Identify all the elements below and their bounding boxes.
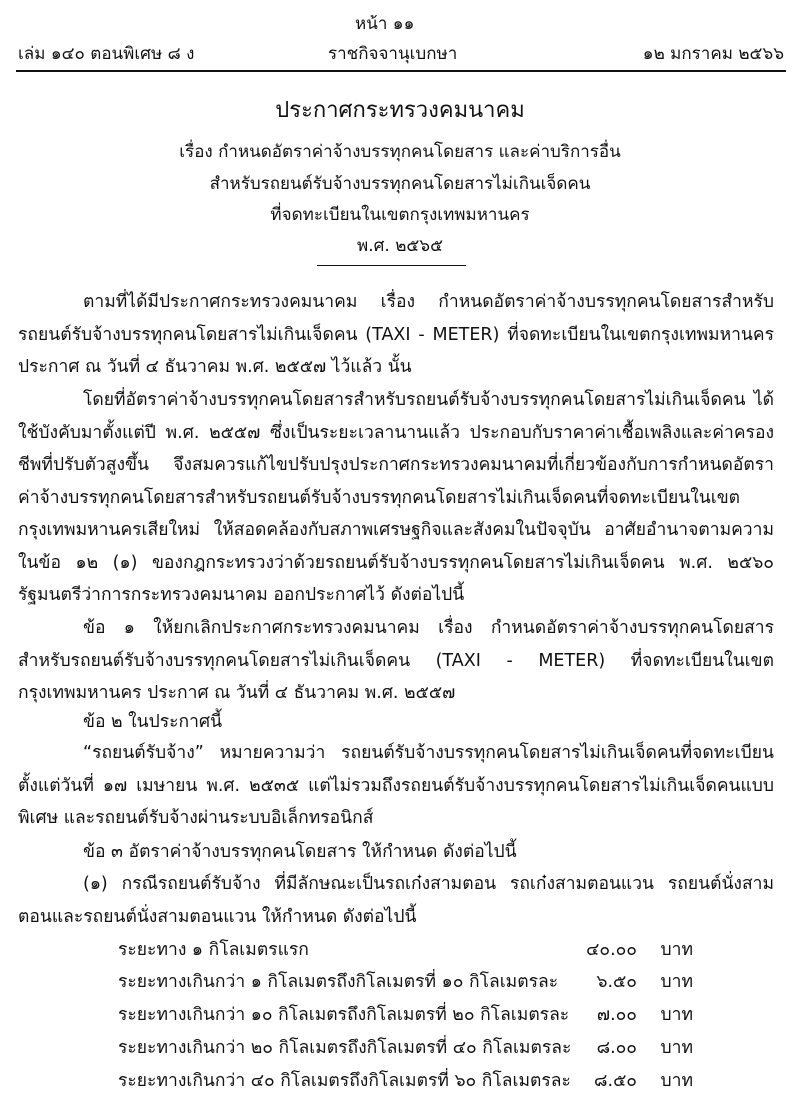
page-number: หน้า ๑๑ xyxy=(355,14,415,34)
header-divider xyxy=(16,70,786,72)
rate-row xyxy=(118,967,693,997)
clause-2: ข้อ ๒ ในประกาศนี้ xyxy=(83,712,223,732)
rationale-paragraph: โดยที่อัตราค่าจ้างบรรทุกคนโดยสารสำหรับรถยนต์รับจ้างบรรทุกคนโดยสารไม่เกินเจ็ดคน ได้ใช้บังคับมาตั้งแต่ปี พ.ศ. ๒๕๕๗ ซึ่งเป็นระยะเวลานานแล้ว ประกอบกับราคาค่าเชื้อเพลิงและค่าครองชีพที่ปรับตัวสูงขึ้น จึงสมควรแก้ไขปรับปรุงประกาศกระทรวงคมนาคมที่เกี่ยวข้องกับการกำหนดอัตราค่าจ้างบรรทุกคนโดยสารสำหรับรถยนต์รับจ้างบรรทุกคนโดยสารไม่เกินเจ็ดคนที่จดทะเบียนในเขตกรุงเทพมหานครเสียใหม่ ให้สอดคล้องกับสภาพเศรษฐกิจและสังคมในปัจจุบัน อาศัยอำนาจตามความในข้อ ๑๒ (๑) ของกฎกระทรวงว่าด้วยรถยนต์รับจ้างบรรทุกคนโดยสารไม่เกินเจ็ดคน พ.ศ. ๒๕๖๐ รัฐมนตรีว่าการกระทรวงคมนาคม ออกประกาศไว้ ดังต่อไปนี้ xyxy=(18,390,774,605)
gazette-date: ๑๒ มกราคม ๒๕๖๖ xyxy=(642,44,784,64)
rate-unit: บาท xyxy=(660,972,693,992)
rate-row xyxy=(118,935,693,965)
rate-amount: ๔๐.๐๐ xyxy=(586,940,637,960)
rate-description: ระยะทางเกินกว่า ๑๐ กิโลเมตรถึงกิโลเมตรที่ ๒๐ กิโลเมตรละ xyxy=(118,1005,570,1025)
subject-line: ที่จดทะเบียนในเขตกรุงเทพมหานคร xyxy=(270,205,530,225)
rate-unit: บาท xyxy=(660,1071,693,1091)
subject-year: พ.ศ. ๒๕๖๕ xyxy=(357,236,443,256)
rate-row xyxy=(118,1000,693,1030)
clause-3: ข้อ ๓ อัตราค่าจ้างบรรทุกคนโดยสาร ให้กำหนด ดังต่อไปนี้ xyxy=(83,842,517,862)
rate-row xyxy=(118,1066,693,1096)
rate-description: ระยะทาง ๑ กิโลเมตรแรก xyxy=(118,940,309,960)
subject-line: สำหรับรถยนต์รับจ้างบรรทุกคนโดยสารไม่เกินเจ็ดคน xyxy=(209,174,591,194)
clause-1: ข้อ ๑ ให้ยกเลิกประกาศกระทรวงคมนาคม เรื่อง กำหนดอัตราค่าจ้างบรรทุกคนโดยสารสำหรับรถยนต์รับจ้างบรรทุกคนโดยสารไม่เกินเจ็ดคน (TAXI - METER) ที่จดทะเบียนในเขตกรุงเทพมหานคร ประกาศ ณ วันที่ ๔ ธันวาคม พ.ศ. ๒๕๕๗ xyxy=(18,618,774,703)
announcement-title: ประกาศกระทรวงคมนาคม xyxy=(275,98,525,123)
rate-amount: ๖.๕๐ xyxy=(596,972,637,992)
rate-description: ระยะทางเกินกว่า ๑ กิโลเมตรถึงกิโลเมตรที่ ๑๐ กิโลเมตรละ xyxy=(118,972,559,992)
definition-paragraph: “รถยนต์รับจ้าง” หมายความว่า รถยนต์รับจ้างบรรทุกคนโดยสารไม่เกินเจ็ดคนที่จดทะเบียนตั้งแต่วันที่ ๑๗ เมษายน พ.ศ. ๒๕๓๕ แต่ไม่รวมถึงรถยนต์รับจ้างบรรทุกคนโดยสารไม่เกินเจ็ดคนแบบพิเศษ และรถยนต์รับจ้างผ่านระบบอิเล็กทรอนิกส์ xyxy=(18,743,774,828)
rate-amount: ๘.๕๐ xyxy=(594,1071,637,1091)
subject-line: เรื่อง กำหนดอัตราค่าจ้างบรรทุกคนโดยสาร และค่าบริการอื่น xyxy=(179,142,621,162)
rate-row xyxy=(118,1033,693,1063)
rate-unit: บาท xyxy=(660,940,693,960)
preamble-paragraph: ตามที่ได้มีประกาศกระทรวงคมนาคม เรื่อง กำหนดอัตราค่าจ้างบรรทุกคนโดยสารสำหรับรถยนต์รับจ้างบรรทุกคนโดยสารไม่เกินเจ็ดคน (TAXI - METER) ที่จดทะเบียนในเขตกรุงเทพมหานคร ประกาศ ณ วันที่ ๔ ธันวาคม พ.ศ. ๒๕๕๗ ไว้แล้ว นั้น xyxy=(18,292,774,377)
gazette-name: ราชกิจจานุเบกษา xyxy=(328,44,458,64)
rate-description: ระยะทางเกินกว่า ๒๐ กิโลเมตรถึงกิโลเมตรที่ ๔๐ กิโลเมตรละ xyxy=(118,1038,572,1058)
clause-3-item-1: (๑) กรณีรถยนต์รับจ้าง ที่มีลักษณะเป็นรถเก๋งสามตอน รถเก๋งสามตอนแวน รถยนต์นั่งสามตอนและรถยนต์นั่งสามตอนแวน ให้กำหนด ดังต่อไปนี้ xyxy=(18,874,774,927)
rate-description: ระยะทางเกินกว่า ๔๐ กิโลเมตรถึงกิโลเมตรที่ ๖๐ กิโลเมตรละ xyxy=(118,1071,571,1091)
rate-amount: ๗.๐๐ xyxy=(596,1005,637,1025)
rate-unit: บาท xyxy=(660,1005,693,1025)
title-underline xyxy=(317,265,466,266)
gazette-volume: เล่ม ๑๔๐ ตอนพิเศษ ๘ ง xyxy=(18,44,195,64)
rate-unit: บาท xyxy=(660,1038,693,1058)
rate-amount: ๘.๐๐ xyxy=(596,1038,637,1058)
